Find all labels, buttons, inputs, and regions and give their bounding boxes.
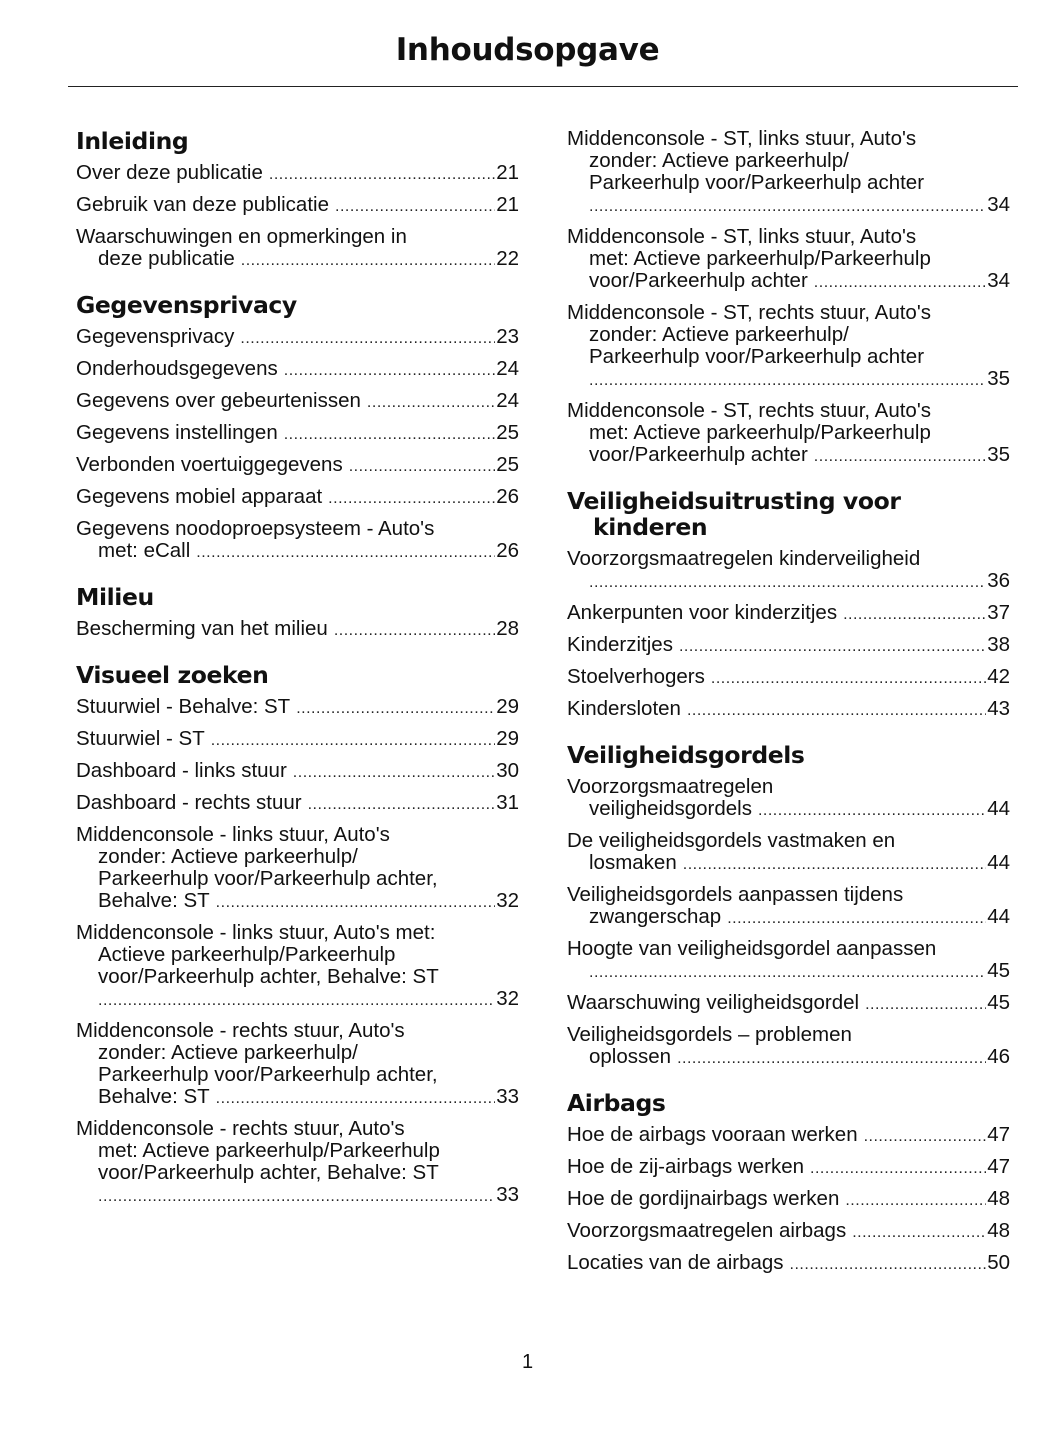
section-heading-text: Visueel zoeken bbox=[76, 661, 269, 689]
toc-entry-last-line bbox=[76, 1086, 519, 1110]
toc-page-number: 42 bbox=[987, 665, 1010, 688]
toc-entry-text: met: Actieve parkeerhulp/Parkeerhulp bbox=[98, 1139, 440, 1162]
toc-page-number: 48 bbox=[987, 1187, 1010, 1210]
dot-leader bbox=[810, 1158, 986, 1180]
toc-entry[interactable] bbox=[76, 792, 519, 816]
toc-entry-text: veiligheidsgordels bbox=[589, 797, 752, 820]
dot-leader bbox=[334, 620, 495, 642]
dot-leader bbox=[852, 1222, 986, 1244]
toc-page-number: 47 bbox=[987, 1155, 1010, 1178]
toc-entry-text: Onderhoudsgegevens bbox=[76, 357, 278, 380]
toc-page-number: 32 bbox=[496, 889, 519, 912]
toc-entry-text: met: Actieve parkeerhulp/Parkeerhulp bbox=[589, 421, 931, 444]
toc-entry-text: met: Actieve parkeerhulp/Parkeerhulp bbox=[589, 247, 931, 270]
toc-entry-text: Ankerpunten voor kinderzitjes bbox=[567, 601, 838, 624]
toc-entry[interactable] bbox=[76, 422, 519, 446]
toc-section bbox=[567, 742, 1010, 1070]
toc-entry[interactable] bbox=[567, 400, 1010, 468]
toc-page-number: 44 bbox=[987, 851, 1010, 874]
toc-entry-text: deze publicatie bbox=[98, 247, 235, 270]
toc-page-number: 22 bbox=[496, 247, 519, 270]
toc-right-column bbox=[567, 128, 1010, 1296]
dot-leader bbox=[284, 360, 495, 382]
toc-entry-last-line bbox=[567, 1156, 1010, 1180]
toc-entry-text: met: eCall bbox=[98, 539, 191, 562]
dot-leader bbox=[864, 1126, 987, 1148]
toc-entry-text: Behalve: ST bbox=[98, 1085, 210, 1108]
toc-entry-text: Voorzorgsmaatregelen airbags bbox=[567, 1219, 847, 1242]
toc-page-number: 25 bbox=[496, 421, 519, 444]
toc-entry[interactable] bbox=[567, 1188, 1010, 1212]
toc-entry[interactable] bbox=[76, 824, 519, 914]
page-title: Inhoudsopgave bbox=[395, 32, 660, 68]
dot-leader bbox=[845, 1190, 986, 1212]
toc-entry-text: Gebruik van deze publicatie bbox=[76, 193, 329, 216]
toc-entry[interactable] bbox=[76, 518, 519, 564]
toc-entry-last-line bbox=[76, 728, 519, 752]
page-number: 1 bbox=[521, 1351, 534, 1373]
toc-entry[interactable] bbox=[76, 760, 519, 784]
toc-entry[interactable] bbox=[567, 666, 1010, 690]
toc-entry-text: Middenconsole - rechts stuur, Auto's bbox=[76, 1117, 405, 1140]
section-heading-text: kinderen bbox=[593, 513, 708, 541]
toc-entry-text: Parkeerhulp voor/Parkeerhulp achter, bbox=[98, 867, 438, 890]
toc-entry-last-line bbox=[567, 666, 1010, 690]
toc-entry-last-line bbox=[567, 798, 1010, 822]
toc-entry-text: Middenconsole - ST, links stuur, Auto's bbox=[567, 127, 917, 150]
toc-entry-last-line bbox=[567, 194, 1010, 218]
toc-entry-text: Verbonden voertuiggegevens bbox=[76, 453, 343, 476]
toc-entry[interactable] bbox=[76, 194, 519, 218]
toc-entry[interactable] bbox=[567, 226, 1010, 294]
toc-entry-last-line bbox=[567, 852, 1010, 876]
toc-entry[interactable] bbox=[76, 358, 519, 382]
toc-entry-text: zwangerschap bbox=[589, 905, 722, 928]
dot-leader bbox=[293, 762, 495, 784]
toc-entry-last-line bbox=[76, 326, 519, 350]
header-divider bbox=[68, 86, 1018, 87]
toc-entry-last-line bbox=[76, 422, 519, 446]
toc-section bbox=[567, 128, 1010, 468]
dot-leader bbox=[335, 196, 495, 218]
toc-page-number: 34 bbox=[987, 193, 1010, 216]
toc-page-number: 35 bbox=[987, 443, 1010, 466]
toc-page-number: 29 bbox=[496, 727, 519, 750]
toc-entry[interactable] bbox=[567, 884, 1010, 930]
toc-entry-text: Stuurwiel - ST bbox=[76, 727, 205, 750]
toc-entry-last-line bbox=[567, 906, 1010, 930]
toc-entry-last-line bbox=[567, 634, 1010, 658]
section-heading-text: Veiligheidsgordels bbox=[567, 741, 805, 769]
toc-page-number: 45 bbox=[987, 991, 1010, 1014]
toc-entry-text: Hoe de gordijnairbags werken bbox=[567, 1187, 840, 1210]
dot-leader bbox=[677, 1048, 986, 1070]
dot-leader bbox=[211, 730, 495, 752]
toc-entry-last-line bbox=[567, 992, 1010, 1016]
toc-entry[interactable] bbox=[567, 1124, 1010, 1148]
toc-entry-last-line bbox=[76, 760, 519, 784]
dot-leader bbox=[98, 1186, 495, 1208]
toc-entry-text: Locaties van de airbags bbox=[567, 1251, 784, 1274]
dot-leader bbox=[589, 572, 986, 594]
toc-entry-last-line bbox=[567, 698, 1010, 722]
toc-entry[interactable] bbox=[76, 1020, 519, 1110]
toc-entry-text: Parkeerhulp voor/Parkeerhulp achter, bbox=[98, 1063, 438, 1086]
section-heading bbox=[76, 584, 519, 610]
toc-section bbox=[76, 128, 519, 272]
toc-section bbox=[76, 292, 519, 564]
toc-entry[interactable] bbox=[567, 1156, 1010, 1180]
toc-entry-text: Gegevens mobiel apparaat bbox=[76, 485, 323, 508]
toc-entry-last-line bbox=[567, 444, 1010, 468]
toc-entry[interactable] bbox=[76, 728, 519, 752]
toc-entry-text: Dashboard - rechts stuur bbox=[76, 791, 302, 814]
toc-page-number: 50 bbox=[987, 1251, 1010, 1274]
dot-leader bbox=[711, 668, 986, 690]
toc-entry-last-line bbox=[76, 194, 519, 218]
toc-entry[interactable] bbox=[76, 326, 519, 350]
toc-entry-text: Actieve parkeerhulp/Parkeerhulp bbox=[98, 943, 396, 966]
toc-entry-last-line bbox=[76, 358, 519, 382]
toc-page-number: 38 bbox=[987, 633, 1010, 656]
dot-leader bbox=[814, 272, 986, 294]
toc-entry[interactable] bbox=[76, 1118, 519, 1208]
toc-entry-last-line bbox=[76, 1184, 519, 1208]
dot-leader bbox=[240, 328, 495, 350]
toc-entry-text: voor/Parkeerhulp achter, Behalve: ST bbox=[98, 1161, 439, 1184]
dot-leader bbox=[683, 854, 986, 876]
toc-page-number: 30 bbox=[496, 759, 519, 782]
toc-entry[interactable] bbox=[567, 548, 1010, 594]
toc-entry-last-line bbox=[567, 270, 1010, 294]
section-heading bbox=[567, 742, 1010, 768]
dot-leader bbox=[349, 456, 495, 478]
toc-page-number: 33 bbox=[496, 1085, 519, 1108]
toc-page-number: 26 bbox=[496, 485, 519, 508]
section-heading bbox=[567, 1090, 1010, 1116]
toc-entry-text: Hoe de zij-airbags werken bbox=[567, 1155, 805, 1178]
toc-entry-last-line bbox=[567, 1220, 1010, 1244]
toc-entry-last-line bbox=[567, 960, 1010, 984]
dot-leader bbox=[296, 698, 495, 720]
toc-entry-last-line bbox=[76, 696, 519, 720]
toc-entry-text: zonder: Actieve parkeerhulp/ bbox=[98, 1041, 358, 1064]
toc-entry[interactable] bbox=[567, 634, 1010, 658]
toc-entry-text: Kindersloten bbox=[567, 697, 681, 720]
dot-leader bbox=[241, 250, 495, 272]
toc-entry-last-line bbox=[76, 248, 519, 272]
toc-page-number: 31 bbox=[496, 791, 519, 814]
dot-leader bbox=[269, 164, 495, 186]
toc-entry-text: Bescherming van het milieu bbox=[76, 617, 328, 640]
toc-entry-text: Middenconsole - ST, links stuur, Auto's bbox=[567, 225, 917, 248]
toc-entry[interactable] bbox=[76, 696, 519, 720]
toc-entry-last-line bbox=[76, 540, 519, 564]
toc-entry-text: Over deze publicatie bbox=[76, 161, 263, 184]
toc-page-number: 26 bbox=[496, 539, 519, 562]
toc-page-number: 25 bbox=[496, 453, 519, 476]
toc-entry-text: Gegevens noodoproepsysteem - Auto's bbox=[76, 517, 435, 540]
toc-entry-last-line bbox=[76, 988, 519, 1012]
dot-leader bbox=[727, 908, 986, 930]
dot-leader bbox=[589, 962, 986, 984]
toc-page-number: 32 bbox=[496, 987, 519, 1010]
toc-entry[interactable] bbox=[567, 830, 1010, 876]
toc-entry-last-line bbox=[76, 890, 519, 914]
toc-entry-text: Voorzorgsmaatregelen bbox=[567, 775, 774, 798]
dot-leader bbox=[308, 794, 496, 816]
toc-entry-text: Dashboard - links stuur bbox=[76, 759, 287, 782]
toc-entry-text: Parkeerhulp voor/Parkeerhulp achter bbox=[589, 345, 925, 368]
toc-page-number: 48 bbox=[987, 1219, 1010, 1242]
toc-page-number: 37 bbox=[987, 601, 1010, 624]
toc-entry-text: oplossen bbox=[589, 1045, 672, 1068]
toc-page-number: 33 bbox=[496, 1183, 519, 1206]
section-heading-text: Inleiding bbox=[76, 127, 189, 155]
dot-leader bbox=[843, 604, 986, 626]
toc-left-column bbox=[76, 128, 519, 1228]
dot-leader bbox=[589, 196, 986, 218]
toc-entry-text: Waarschuwingen en opmerkingen in bbox=[76, 225, 407, 248]
section-heading-text: Milieu bbox=[76, 583, 154, 611]
toc-entry-last-line bbox=[76, 390, 519, 414]
toc-entry-text: voor/Parkeerhulp achter bbox=[589, 443, 808, 466]
dot-leader bbox=[328, 488, 495, 510]
toc-page-number: 35 bbox=[987, 367, 1010, 390]
toc-entry-text: zonder: Actieve parkeerhulp/ bbox=[589, 323, 849, 346]
toc-entry-last-line bbox=[567, 1046, 1010, 1070]
section-heading bbox=[76, 292, 519, 318]
dot-leader bbox=[196, 542, 495, 564]
toc-entry-text: Parkeerhulp voor/Parkeerhulp achter bbox=[589, 171, 925, 194]
toc-entry-last-line bbox=[76, 618, 519, 642]
dot-leader bbox=[216, 892, 496, 914]
toc-entry-last-line bbox=[567, 602, 1010, 626]
toc-entry[interactable] bbox=[567, 1252, 1010, 1276]
toc-section bbox=[567, 1090, 1010, 1276]
toc-entry[interactable] bbox=[76, 226, 519, 272]
dot-leader bbox=[284, 424, 495, 446]
toc-page-number: 34 bbox=[987, 269, 1010, 292]
toc-entry[interactable] bbox=[567, 776, 1010, 822]
toc-page-number: 44 bbox=[987, 797, 1010, 820]
toc-entry-text: Veiligheidsgordels – problemen bbox=[567, 1023, 852, 1046]
toc-entry-last-line bbox=[567, 570, 1010, 594]
toc-page-number: 24 bbox=[496, 357, 519, 380]
dot-leader bbox=[216, 1088, 496, 1110]
toc-page-number: 21 bbox=[496, 161, 519, 184]
toc-entry[interactable] bbox=[76, 390, 519, 414]
dot-leader bbox=[589, 370, 986, 392]
toc-entry-text: voor/Parkeerhulp achter, Behalve: ST bbox=[98, 965, 439, 988]
toc-entry-last-line bbox=[567, 1252, 1010, 1276]
toc-page-number: 44 bbox=[987, 905, 1010, 928]
toc-entry-text: Hoe de airbags vooraan werken bbox=[567, 1123, 858, 1146]
toc-entry-text: Middenconsole - rechts stuur, Auto's bbox=[76, 1019, 405, 1042]
toc-section bbox=[567, 488, 1010, 722]
toc-entry[interactable] bbox=[567, 302, 1010, 392]
toc-page-number: 21 bbox=[496, 193, 519, 216]
toc-page-number: 46 bbox=[987, 1045, 1010, 1068]
toc-page-number: 24 bbox=[496, 389, 519, 412]
toc-entry[interactable] bbox=[567, 938, 1010, 984]
toc-entry[interactable] bbox=[567, 1220, 1010, 1244]
toc-entry-text: zonder: Actieve parkeerhulp/ bbox=[98, 845, 358, 868]
toc-entry[interactable] bbox=[567, 698, 1010, 722]
toc-entry[interactable] bbox=[567, 602, 1010, 626]
toc-entry-text: losmaken bbox=[589, 851, 677, 874]
toc-entry-text: De veiligheidsgordels vastmaken en bbox=[567, 829, 896, 852]
toc-entry-text: Gegevensprivacy bbox=[76, 325, 235, 348]
toc-entry-text: Middenconsole - links stuur, Auto's bbox=[76, 823, 390, 846]
toc-entry-last-line bbox=[76, 162, 519, 186]
toc-entry[interactable] bbox=[76, 922, 519, 1012]
toc-entry-last-line bbox=[76, 454, 519, 478]
toc-page-number: 47 bbox=[987, 1123, 1010, 1146]
toc-entry-text: Waarschuwing veiligheidsgordel bbox=[567, 991, 860, 1014]
toc-entry[interactable] bbox=[567, 128, 1010, 218]
section-heading bbox=[76, 128, 519, 154]
dot-leader bbox=[687, 700, 986, 722]
toc-page-number: 36 bbox=[987, 569, 1010, 592]
toc-entry-text: voor/Parkeerhulp achter bbox=[589, 269, 808, 292]
toc-entry-text: Middenconsole - ST, rechts stuur, Auto's bbox=[567, 399, 931, 422]
toc-entry-text: Gegevens instellingen bbox=[76, 421, 278, 444]
section-heading bbox=[76, 662, 519, 688]
toc-entry-text: Kinderzitjes bbox=[567, 633, 673, 656]
toc-entry-text: zonder: Actieve parkeerhulp/ bbox=[589, 149, 849, 172]
toc-entry-last-line bbox=[567, 1124, 1010, 1148]
section-heading-text: Airbags bbox=[567, 1089, 666, 1117]
toc-entry-text: Stoelverhogers bbox=[567, 665, 705, 688]
toc-entry-last-line bbox=[76, 792, 519, 816]
toc-entry[interactable] bbox=[76, 486, 519, 510]
toc-entry[interactable] bbox=[76, 454, 519, 478]
dot-leader bbox=[758, 800, 986, 822]
toc-entry-text: Middenconsole - links stuur, Auto's met: bbox=[76, 921, 436, 944]
toc-entry-text: Stuurwiel - Behalve: ST bbox=[76, 695, 291, 718]
toc-page-number: 23 bbox=[496, 325, 519, 348]
toc-entry-text: Voorzorgsmaatregelen kinderveiligheid bbox=[567, 547, 921, 570]
section-heading-text: Veiligheidsuitrusting voor bbox=[567, 487, 901, 515]
toc-entry-text: Gegevens over gebeurtenissen bbox=[76, 389, 361, 412]
toc-page-number: 28 bbox=[496, 617, 519, 640]
toc-entry-last-line bbox=[567, 1188, 1010, 1212]
dot-leader bbox=[367, 392, 495, 414]
toc-section bbox=[76, 662, 519, 1208]
toc-entry[interactable] bbox=[567, 1024, 1010, 1070]
section-heading bbox=[567, 488, 1010, 540]
toc-entry-last-line bbox=[567, 368, 1010, 392]
toc-entry-text: Behalve: ST bbox=[98, 889, 210, 912]
dot-leader bbox=[790, 1254, 987, 1276]
dot-leader bbox=[98, 990, 495, 1012]
toc-page-number: 43 bbox=[987, 697, 1010, 720]
toc-page-number: 29 bbox=[496, 695, 519, 718]
dot-leader bbox=[865, 994, 986, 1016]
toc-entry-last-line bbox=[76, 486, 519, 510]
toc-entry[interactable] bbox=[76, 162, 519, 186]
dot-leader bbox=[814, 446, 986, 468]
toc-entry[interactable] bbox=[567, 992, 1010, 1016]
dot-leader bbox=[679, 636, 986, 658]
section-heading-text: Gegevensprivacy bbox=[76, 291, 297, 319]
toc-section bbox=[76, 584, 519, 642]
toc-entry[interactable] bbox=[76, 618, 519, 642]
toc-entry-text: Veiligheidsgordels aanpassen tijdens bbox=[567, 883, 904, 906]
toc-entry-text: Hoogte van veiligheidsgordel aanpassen bbox=[567, 937, 937, 960]
toc-entry-text: Middenconsole - ST, rechts stuur, Auto's bbox=[567, 301, 931, 324]
toc-page-number: 45 bbox=[987, 959, 1010, 982]
